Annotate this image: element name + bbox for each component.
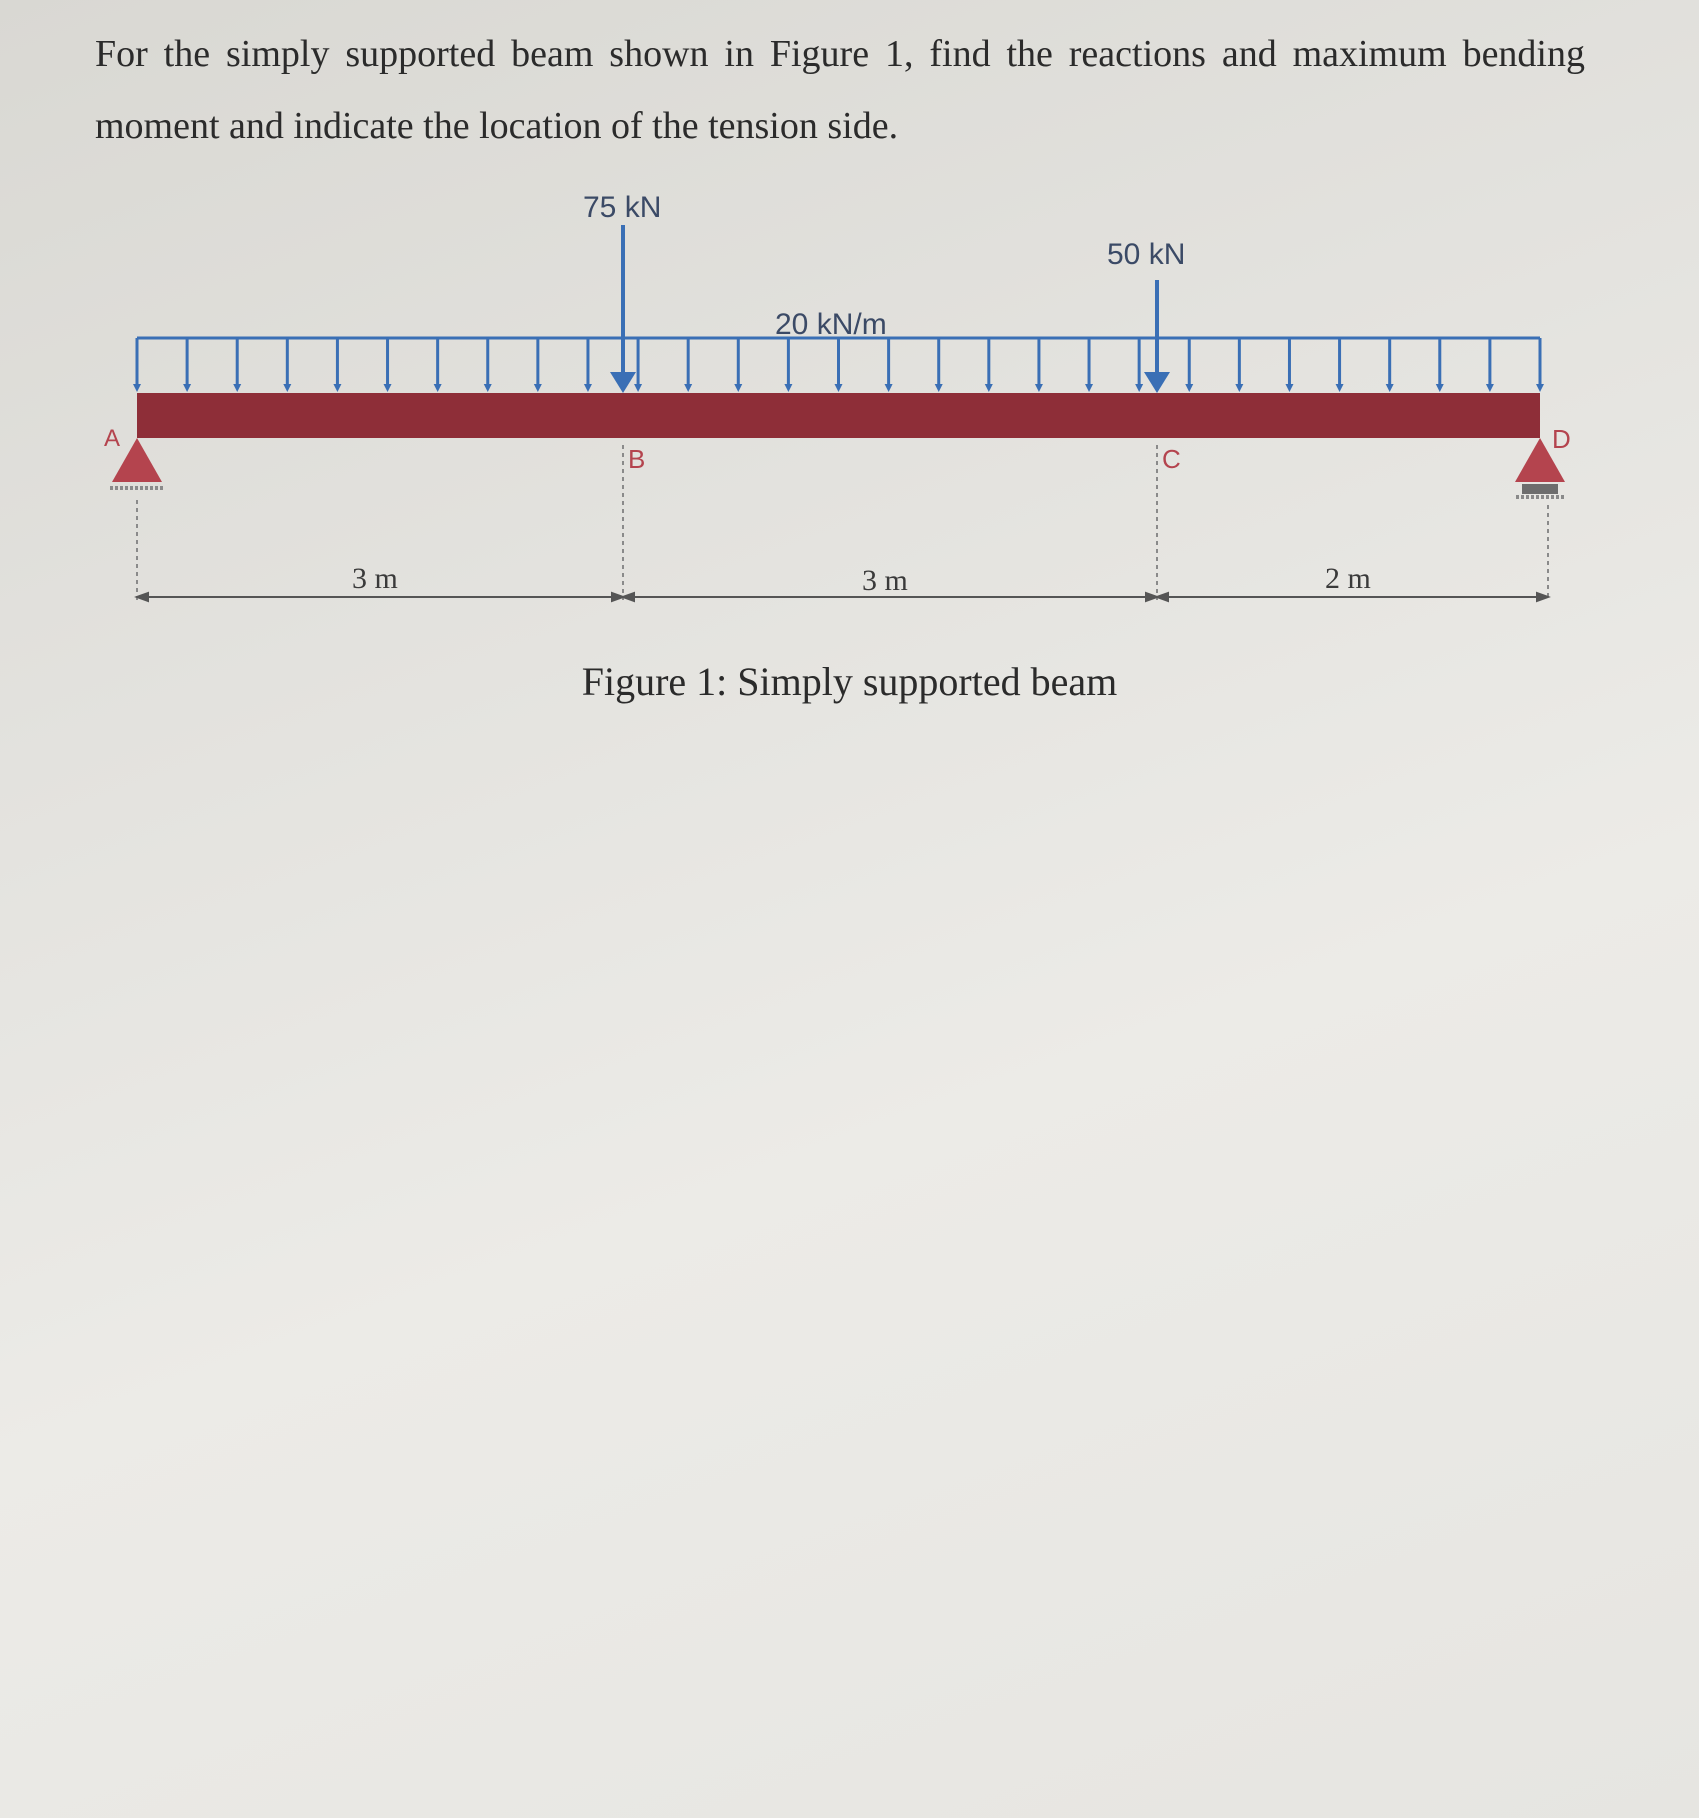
span-ab-label: 3 m (352, 562, 398, 595)
udl-arrows (133, 338, 1544, 392)
udl-arrow-head (434, 384, 442, 392)
udl-arrow-head (584, 384, 592, 392)
udl-arrow-head (985, 384, 993, 392)
beam (137, 393, 1540, 438)
udl-arrow-head (1285, 384, 1293, 392)
point-load-b (610, 225, 636, 393)
udl-arrow-head (684, 384, 692, 392)
udl-arrow-head (1035, 384, 1043, 392)
udl-arrow-head (734, 384, 742, 392)
udl-arrow-head (1536, 384, 1544, 392)
udl-arrow-head (784, 384, 792, 392)
udl-arrow-head (384, 384, 392, 392)
udl-arrow-head (183, 384, 191, 392)
label-a: A (104, 425, 121, 452)
udl-arrow-head (484, 384, 492, 392)
udl-arrow-head (1185, 384, 1193, 392)
load-50kn-label: 50 kN (1107, 238, 1186, 271)
distributed-load (133, 338, 1544, 392)
span-cd-label: 2 m (1325, 562, 1371, 595)
udl-arrow-head (1486, 384, 1494, 392)
udl-arrow-head (1085, 384, 1093, 392)
udl-arrow-head (885, 384, 893, 392)
udl-arrow-head (333, 384, 341, 392)
udl-label: 20 kN/m (775, 308, 887, 341)
udl-arrow-head (233, 384, 241, 392)
udl-arrow-head (1135, 384, 1143, 392)
beam-diagram-svg (0, 0, 1699, 760)
load-75kn-label: 75 kN (583, 191, 662, 224)
udl-arrow-head (133, 384, 141, 392)
udl-arrow-head (935, 384, 943, 392)
problem-statement: For the simply supported beam shown in Figure 1, find the reactions and maximum bending moment and indicate the location of the tension side. (95, 33, 1585, 147)
label-b: B (628, 444, 646, 474)
udl-arrow-head (835, 384, 843, 392)
udl-arrow-head (1235, 384, 1243, 392)
udl-arrow-head (283, 384, 291, 392)
figure-caption: Figure 1: Simply supported beam (581, 659, 1118, 704)
label-c: C (1162, 444, 1181, 474)
udl-arrow-head (1386, 384, 1394, 392)
span-bc-label: 3 m (862, 564, 908, 597)
udl-arrow-head (1336, 384, 1344, 392)
beam-figure (0, 0, 1699, 760)
udl-arrow-head (634, 384, 642, 392)
udl-arrow-head (534, 384, 542, 392)
label-d: D (1552, 424, 1571, 454)
udl-arrow-head (1436, 384, 1444, 392)
